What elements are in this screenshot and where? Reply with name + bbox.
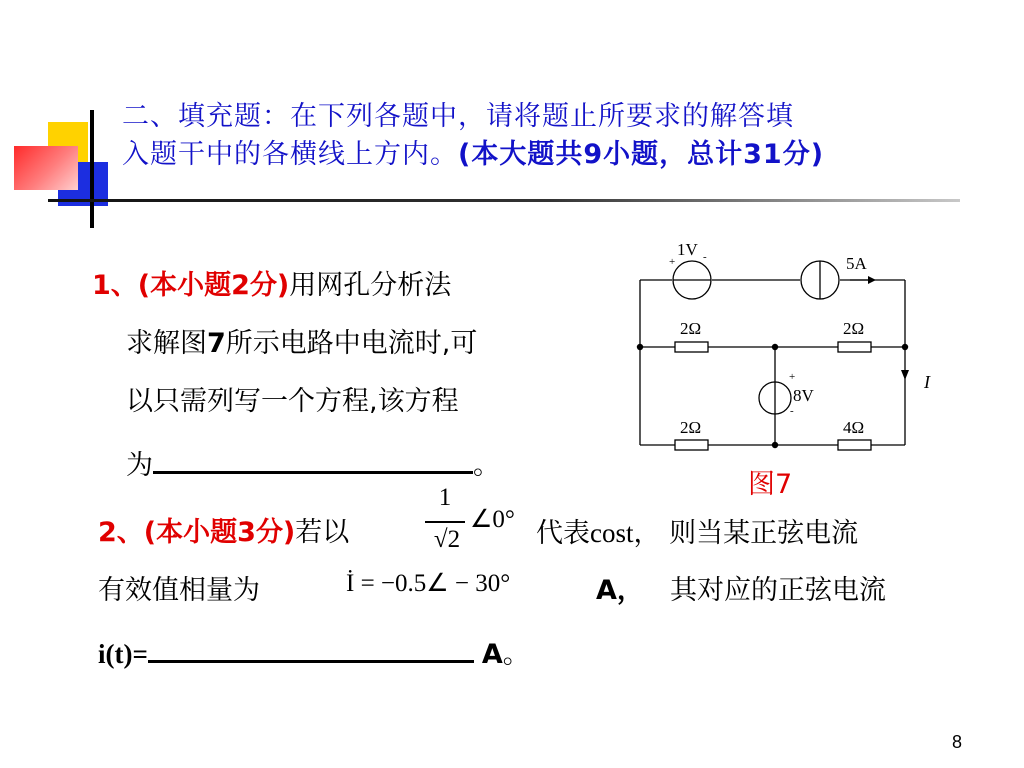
- q1-text: 求解图: [126, 328, 207, 359]
- title-bold-text: 分): [782, 139, 825, 170]
- q2-cost: cost: [590, 518, 634, 548]
- q1-number: 1、: [92, 270, 138, 301]
- page-number: 8: [951, 732, 962, 752]
- q2-number: 2、: [98, 517, 144, 548]
- total-points: 31: [743, 139, 783, 170]
- arrow-icon: [868, 276, 876, 284]
- resistor-bottom-left: [675, 440, 708, 450]
- q2-line3: [98, 630, 530, 674]
- q2-line2-label: 有效值相量为: [98, 575, 260, 606]
- section-title-line2: [122, 136, 982, 174]
- title-bold-text: 小题，总计: [603, 139, 744, 170]
- q2-unit: A: [481, 639, 503, 670]
- q1-text: 用网孔分析法: [289, 270, 452, 301]
- phasor-formula: İ = −0.5∠ − 30°: [346, 570, 511, 597]
- fraction-bar: [425, 521, 465, 523]
- minus-sign: -: [790, 405, 794, 417]
- plus-sign: +: [789, 371, 796, 383]
- q1-text: 。: [473, 450, 500, 481]
- resistor-top-left: [675, 342, 708, 352]
- q1-line1: [92, 267, 451, 305]
- current-arrow-icon: [901, 370, 909, 380]
- q2-text: 代表: [536, 518, 590, 549]
- plus-sign: +: [669, 256, 676, 268]
- fraction-denominator: √2: [433, 526, 461, 553]
- q1-answer-blank[interactable]: [153, 441, 473, 474]
- label-r-top-right: 2Ω: [843, 319, 865, 338]
- resistor-bottom-right: [838, 440, 871, 450]
- q1-line4: [126, 441, 500, 485]
- label-1v: 1V: [677, 240, 698, 259]
- title-text: 入题干中的各横线上方内。: [122, 139, 458, 170]
- junction-dot: [772, 344, 778, 350]
- label-r-bottom-right: 4Ω: [843, 418, 865, 437]
- section-title: [122, 98, 982, 174]
- q1-points-num: 2: [231, 270, 250, 301]
- section-title-line1: 二、填充题：在下列各题中，请将题止所要求的解答填: [122, 101, 794, 132]
- unit-ampere: A，: [596, 575, 644, 606]
- q2-label: [98, 514, 349, 552]
- q1-points-open: (本小题: [137, 270, 232, 301]
- q1-points-close: 分): [249, 270, 290, 301]
- label-current-i: I: [924, 372, 930, 392]
- label-5a: 5A: [846, 254, 867, 273]
- figure-caption: 图7: [748, 469, 793, 500]
- q2-points-num: 3: [237, 517, 256, 548]
- q2-text: 。: [502, 639, 530, 670]
- corner-vertical-rule: [90, 110, 94, 228]
- q1-text: 所示电路中电流时,可: [225, 328, 478, 359]
- q1-line2: [126, 325, 477, 363]
- label-r-bottom-left: 2Ω: [680, 418, 702, 437]
- q2-points-open: (本小题: [143, 517, 238, 548]
- q2-it-label: i(t)=: [98, 639, 148, 669]
- q1-line3: 以只需列写一个方程,该方程: [126, 386, 459, 417]
- label-8v: 8V: [793, 386, 814, 405]
- figure-ref: 7: [207, 328, 226, 359]
- q2-line2-rest: 其对应的正弦电流: [670, 575, 886, 606]
- circuit-diagram: [600, 230, 940, 500]
- resistor-top-right: [838, 342, 871, 352]
- q1-points: [138, 270, 289, 301]
- q2-points-close: 分): [255, 517, 296, 548]
- q2-text: 若以: [295, 517, 350, 548]
- junction-dot: [902, 344, 908, 350]
- q1-text: 为: [126, 450, 153, 481]
- title-bold-text: (本大题共: [458, 139, 584, 170]
- junction-dot: [637, 344, 643, 350]
- q2-text: ， 则当某正弦电流: [633, 518, 859, 549]
- label-r-top-left: 2Ω: [680, 319, 702, 338]
- header-rule: [48, 199, 960, 202]
- angle-zero: ∠0°: [470, 506, 515, 533]
- question-count: 9: [583, 139, 604, 170]
- q2-line1-rest: [536, 514, 858, 553]
- fraction-numerator: 1: [438, 484, 452, 511]
- junction-dot: [772, 442, 778, 448]
- minus-sign: -: [703, 251, 707, 263]
- q2-points: [144, 517, 295, 548]
- q2-answer-blank[interactable]: [148, 630, 474, 663]
- corner-red-block: [14, 146, 78, 190]
